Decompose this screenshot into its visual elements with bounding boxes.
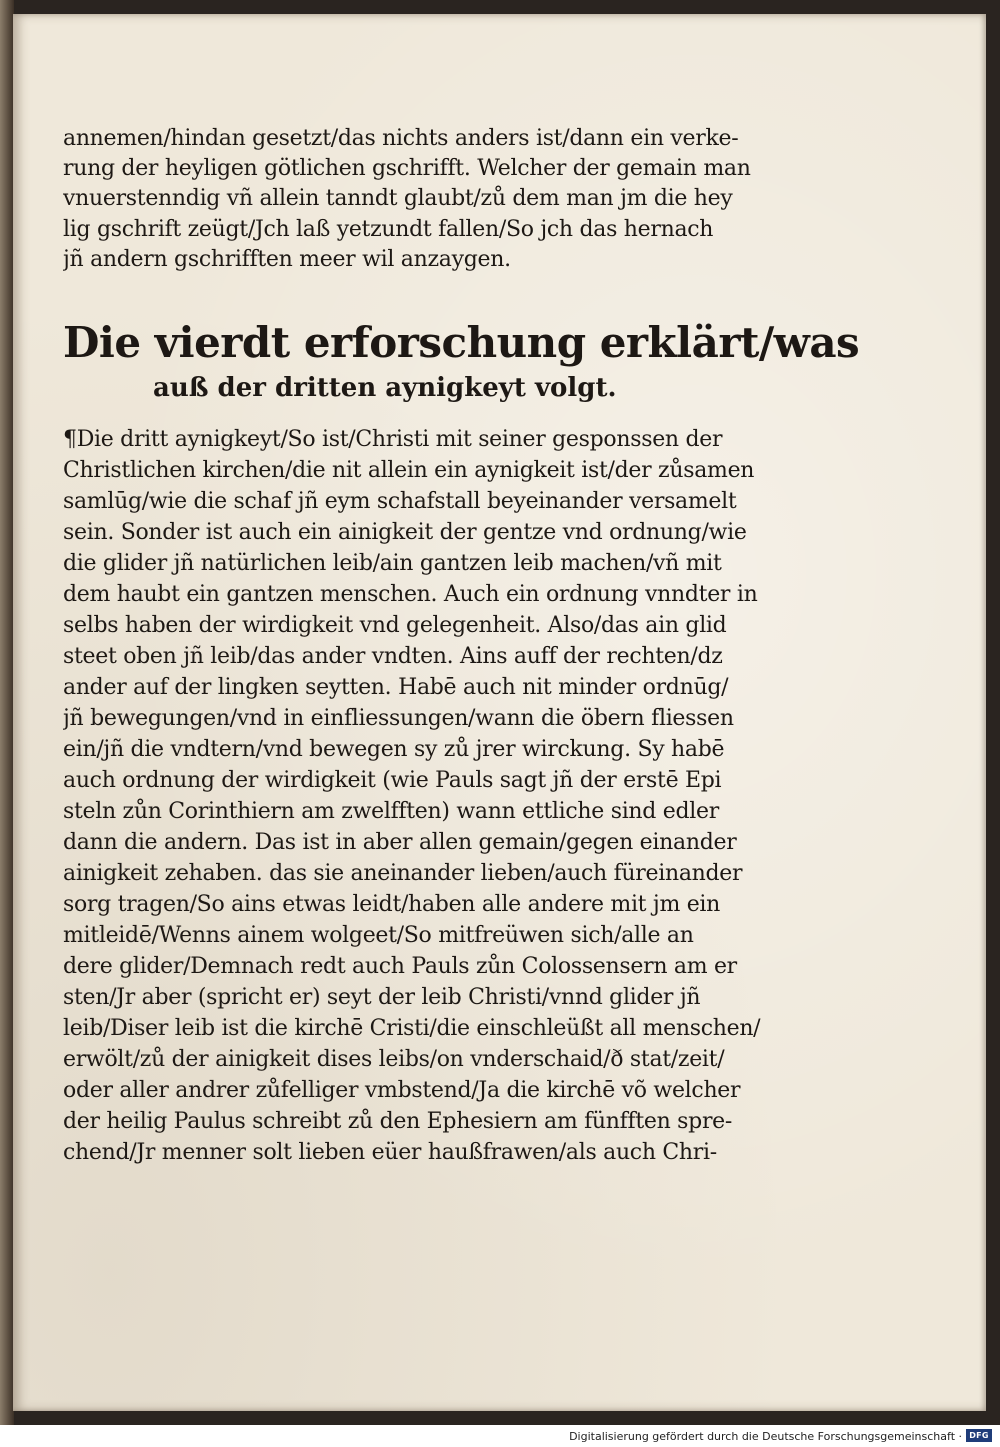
digitization-credit: Digitalisierung gefördert durch die Deutsche Forschungsgemeinschaft · [569, 1430, 962, 1443]
text-line: leib/Diser leib ist die kirchē Cristi/die einschleüßt all menschen/ [63, 1016, 761, 1041]
text-line: sein. Sonder ist auch ein ainigkeit der gentze vnd ordnung/wie [63, 520, 747, 545]
text-line: ainigkeit zehaben. das sie aneinander lieben/auch füreinander [63, 861, 743, 886]
text-line: jñ andern gschrifften meer wil anzaygen. [63, 246, 511, 272]
text-line: dann die andern. Das ist in aber allen gemain/gegen einander [63, 830, 737, 855]
text-line: annemen/hindan gesetzt/das nichts anders ist/dann ein verke- [63, 126, 739, 151]
footer-bar [0, 1425, 1000, 1447]
text-line: Christlichen kirchen/die nit allein ein aynigkeit ist/der zůsamen [63, 458, 755, 483]
text-line: ein/jñ die vndtern/vnd bewegen sy zů jrer wirckung. Sy habē [63, 737, 725, 762]
book-spine-edge [0, 0, 14, 1425]
text-line: selbs haben der wirdigkeit vnd gelegenheit. Also/das ain glid [63, 613, 727, 638]
text-line: lig gschrift zeügt/Jch laß yetzundt fallen/So jch das hernach [63, 216, 714, 242]
text-line: sorg tragen/So ains etwas leidt/haben alle andere mit jm ein [63, 892, 721, 917]
text-line: dere glider/Demnach redt auch Pauls zůn Colossensern am er [63, 954, 737, 979]
text-line: oder aller andrer zůfelliger vmbstend/Ja die kirchē võ welcher [63, 1078, 741, 1103]
top-paragraph [63, 124, 843, 275]
text-line: erwölt/zů der ainigkeit dises leibs/on vnderschaid/ð stat/zeit/ [63, 1047, 725, 1072]
text-line: rung der heyligen götlichen gschrifft. Welcher der gemain man [63, 156, 751, 182]
text-line: samlūg/wie die schaf jñ eym schafstall beyeinander versamelt [63, 489, 737, 514]
text-line: ¶Die dritt aynigkeyt/So ist/Christi mit seiner gesponssen der [63, 427, 723, 452]
text-line: der heilig Paulus schreibt zů den Ephesiern am fünfften spre- [63, 1109, 733, 1134]
section-heading [63, 316, 863, 406]
dfg-logo-icon: DFG [966, 1429, 992, 1442]
text-line: die glider jñ natürlichen leib/ain gantzen leib machen/vñ mit [63, 551, 722, 576]
text-line: steet oben jñ leib/das ander vndten. Ains auff der rechten/dz [63, 644, 723, 669]
body-paragraph [63, 424, 853, 1168]
text-line: steln zůn Corinthiern am zwelfften) wann ettliche sind edler [63, 799, 719, 824]
text-line: chend/Jr menner solt lieben eüer haußfrawen/als auch Chri- [63, 1140, 717, 1165]
text-line: mitleidē/Wenns ainem wolgeet/So mitfreüwen sich/alle an [63, 923, 694, 948]
text-line: jñ bewegungen/vnd in einfliessungen/wann die öbern fliessen [63, 706, 734, 731]
text-line: vnuerstenndig vñ allein tanndt glaubt/zů dem man jm die hey [63, 186, 733, 212]
text-line: sten/Jr aber (spricht er) seyt der leib Christi/vnnd glider jñ [63, 985, 701, 1010]
document-page [13, 14, 986, 1411]
text-line: ander auf der lingken seytten. Habē auch nit minder ordnūg/ [63, 675, 729, 700]
heading-line-2: auß der dritten aynigkeyt volgt. [153, 373, 617, 403]
heading-line-1: Die vierdt erforschung erklärt/was [63, 318, 860, 367]
text-line: auch ordnung der wirdigkeit (wie Pauls sagt jñ der erstē Epi [63, 768, 722, 793]
text-line: dem haubt ein gantzen menschen. Auch ein ordnung vnndter in [63, 582, 758, 607]
